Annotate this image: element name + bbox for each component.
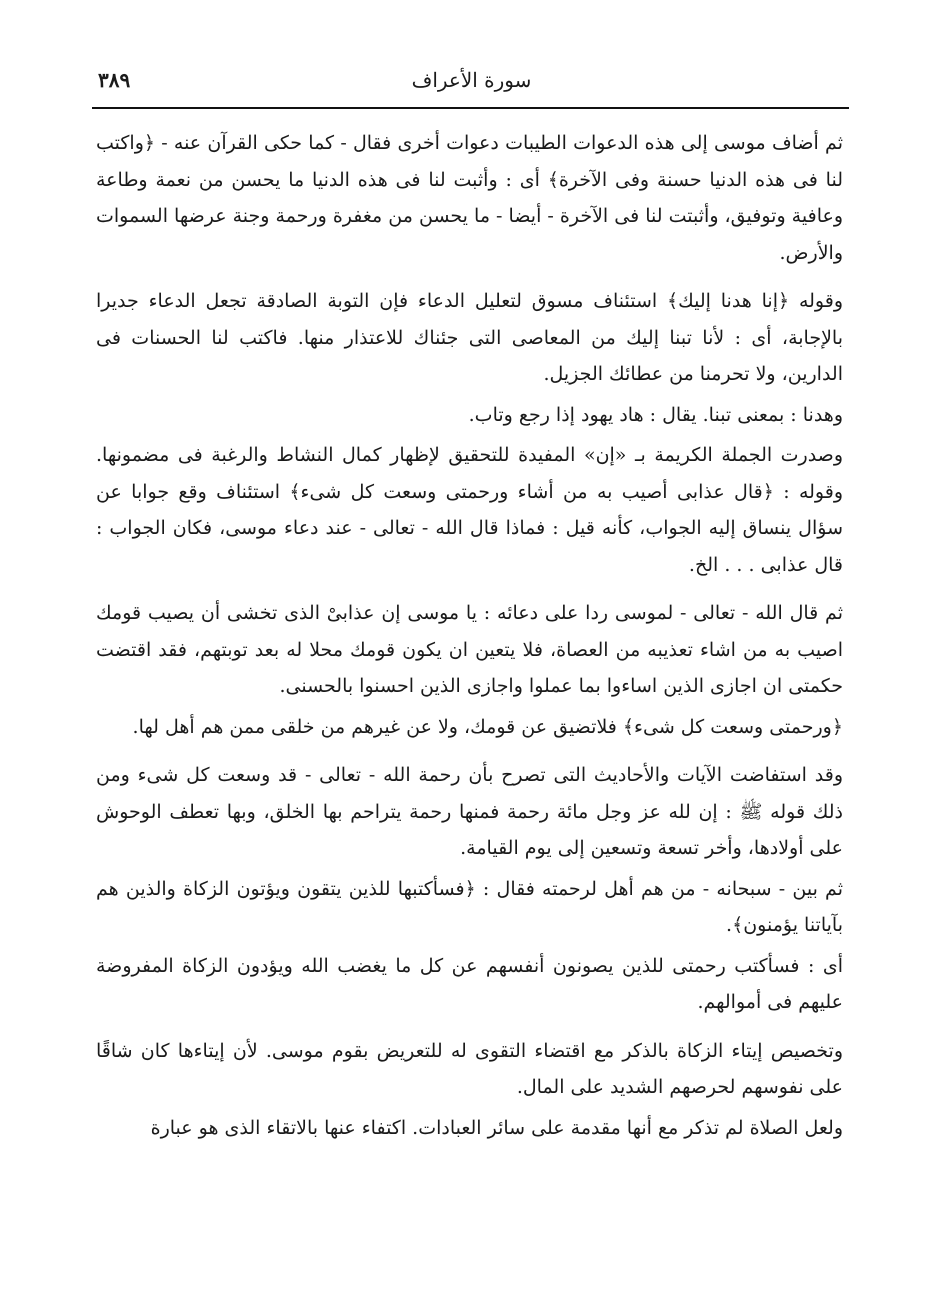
page-body <box>96 125 843 1146</box>
page-header <box>94 64 849 108</box>
paragraph: ثم بين - سبحانه - من هم أهل لرحمته فقال : ﴿فسأكتبها للذين يتقون ويؤتون الزكاة والذين هم بآياتنا يؤمنون﴾. <box>96 877 843 936</box>
paragraph: وقوله ﴿إنا هدنا إليك﴾ استئناف مسوق لتعليل الدعاء فإن التوبة الصادقة تجعل الدعاء جديرا بالإجابة، أى : لأنا تبنا إليك من المعاصى التى جئناك للاعتذار منها. فاكتب لنا الحسنات فى الدارين، ولا تحرمنا من عطائك الجزيل. <box>96 290 843 385</box>
paragraph: وصدرت الجملة الكريمة بـ «إن» المفيدة للتحقيق لإظهار كمال النشاط والرغبة فى مضمونها. وقوله : ﴿قال عذابى أصيب به من أشاء ورحمتى وسعت كل شىء﴾ استئناف وقع جوابا عن سؤال ينساق إليه الجواب، كأنه قيل : فماذا قال الله - تعالى - عند دعاء موسى، فكان الجواب : قال عذابى . . . الخ. <box>96 444 843 576</box>
page-number: ٣٨٩ <box>98 68 131 92</box>
running-title: سورة الأعراف <box>411 68 532 92</box>
paragraph: ﴿ورحمتى وسعت كل شىء﴾ فلاتضيق عن قومك، ولا عن غيرهم من خلقى ممن هم أهل لها. <box>132 715 843 738</box>
paragraph: ثم قال الله - تعالى - لموسى ردا على دعائه : يا موسى إن عذابىْ الذى تخشى أن يصيب قومك اصيب به من اشاء تعذيبه من العصاة، فلا يتعين ان يكون قومك محلا له بعد توبتهم، فقد اقتضت حكمتى ان اجازى الذين اساءوا بما عملوا واجازى الذين احسنوا بالحسنى. <box>96 602 843 697</box>
paragraph: ثم أضاف موسى إلى هذه الدعوات الطيبات دعوات أخرى فقال - كما حكى القرآن عنه - ﴿واكتب لنا فى هذه الدنيا حسنة وفى الآخرة﴾ أى : وأثبت لنا فى هذه الدنيا ما يحسن من نعمة وطاعة وعافية وتوفيق، وأثبتت لنا فى الآخرة - أيضا - ما يحسن من مغفرة ورحمة وجنة عرضها السموات والأرض. <box>96 132 843 264</box>
paragraph: ولعل الصلاة لم تذكر مع أنها مقدمة على سائر العبادات. اكتفاء عنها بالاتقاء الذى هو عبارة <box>150 1116 843 1139</box>
paragraph: وهدنا : بمعنى تبنا. يقال : هاد يهود إذا رجع وتاب. <box>468 403 843 426</box>
paragraph: وتخصيص إيتاء الزكاة بالذكر مع اقتضاء التقوى له للتعريض بقوم موسى. لأن إيتاءها كان شاقًا على نفوسهم لحرصهم الشديد على المال. <box>96 1039 843 1098</box>
paragraph: أى : فسأكتب رحمتى للذين يصونون أنفسهم عن كل ما يغضب الله ويؤدون الزكاة المفروضة عليهم فى أموالهم. <box>96 954 843 1013</box>
header-divider <box>92 107 849 109</box>
paragraph: وقد استفاضت الآيات والأحاديث التى تصرح بأن رحمة الله - تعالى - قد وسعت كل شىء ومن ذلك قوله ﷺ : إن لله عز وجل مائة رحمة فمنها رحمة يتراحم بها الخلق، وبها تعطف الوحوش على أولادها، وأخر تسعة وتسعين إلى يوم القيامة. <box>96 764 843 859</box>
